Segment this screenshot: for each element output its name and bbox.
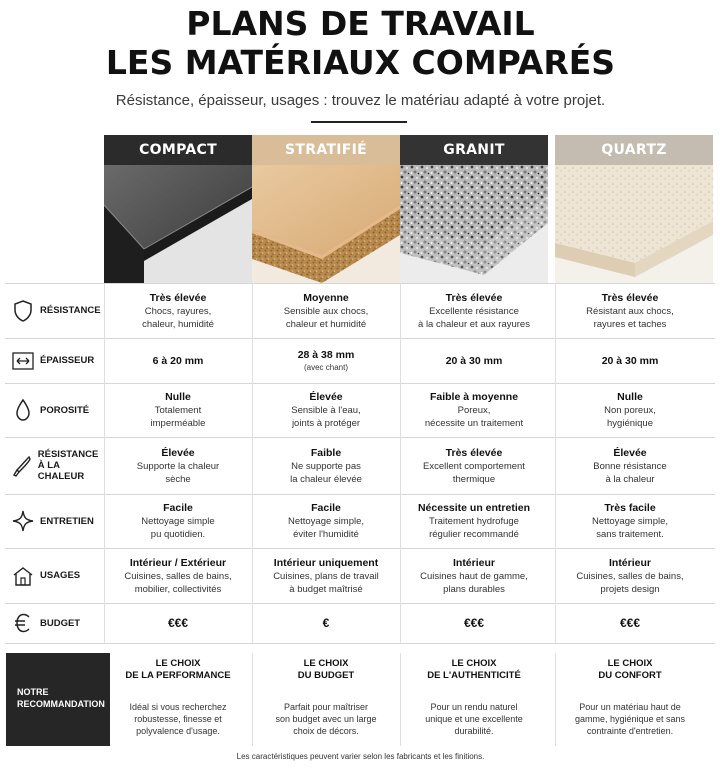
row-label-budget: BUDGET xyxy=(6,603,104,643)
cell-stratifie-budget: € xyxy=(322,616,330,630)
house-icon xyxy=(6,566,40,586)
label-line: NOTRE xyxy=(17,687,49,697)
cell-stratifie-resistance: Moyenne Sensible aux chocs, chaleur et humidité xyxy=(283,291,369,330)
cell-granit-chaleur: Très élevée Excellent comportement thermique xyxy=(423,446,525,485)
label-line: RÉSISTANCE xyxy=(37,449,99,460)
row-label-entretien: ENTRETIEN xyxy=(6,494,104,548)
column-header-granit: GRANIT xyxy=(400,135,548,165)
recommendation-label xyxy=(6,653,110,746)
column-header-compact: COMPACT xyxy=(104,135,252,165)
cell-granit-entretien: Nécessite un entretien Traitement hydrofuge régulier recommandé xyxy=(417,502,531,540)
cell-quartz-budget: €€€ xyxy=(619,616,641,630)
title-line-2: LES MATÉRIAUX COMPARÉS xyxy=(105,43,616,82)
title-line-1: PLANS DE TRAVAIL xyxy=(186,4,535,43)
cell-compact-chaleur: Élevée Supporte la chaleur sèche xyxy=(136,446,220,485)
cell-compact-resistance: Très élevée Chocs, rayures, chaleur, humidité xyxy=(142,291,214,330)
cell-compact-budget: €€€ xyxy=(167,616,189,630)
cell-quartz-epaisseur: 20 à 30 mm xyxy=(601,354,659,367)
footnote: Les caractéristiques peuvent varier selon les fabricants et les finitions. xyxy=(236,752,485,761)
cell-stratifie-epaisseur: 28 à 38 mm (avec chant) xyxy=(297,349,355,372)
cell-compact-porosite: Nulle Totalement imperméable xyxy=(150,391,206,429)
cell-quartz-resistance: Très élevée Résistant aux chocs, rayures et taches xyxy=(586,291,674,330)
page-title xyxy=(0,4,721,82)
knife-icon xyxy=(6,455,38,477)
column-header-stratifie: STRATIFIÉ xyxy=(252,135,400,165)
stratifie-material-image xyxy=(252,165,400,283)
column-header-quartz: QUARTZ xyxy=(555,135,713,165)
euro-icon xyxy=(6,613,40,633)
row-label-usages: USAGES xyxy=(6,548,104,603)
cell-stratifie-entretien: Facile Nettoyage simple, éviter l'humidité xyxy=(287,502,365,540)
cell-quartz-porosite: Nulle Non poreux, hygiénique xyxy=(604,391,656,429)
compact-material-image xyxy=(104,165,252,283)
label-line: RECOMMANDATION xyxy=(17,699,105,709)
cell-granit-resistance: Très élevée Excellente résistance à la chaleur et aux rayures xyxy=(418,291,530,330)
cell-compact-epaisseur: 6 à 20 mm xyxy=(152,354,204,367)
cell-compact-entretien: Facile Nettoyage simple pu quotidien. xyxy=(141,502,215,540)
granit-material-image xyxy=(400,165,548,283)
cell-granit-porosite: Faible à moyenne Poreux, nécessite un traitement xyxy=(424,391,524,429)
recommendation-quartz: LE CHOIX DU CONFORT Pour un matériau haut de gamme, hygiénique et sans contrainte d'entretien. xyxy=(574,658,686,736)
row-label-epaisseur: ÉPAISSEUR xyxy=(6,338,104,383)
shield-icon xyxy=(6,300,40,322)
row-label-resistance-chaleur xyxy=(6,437,104,494)
title-divider xyxy=(311,121,407,123)
row-divider xyxy=(5,643,715,644)
cell-granit-epaisseur: 20 à 30 mm xyxy=(445,354,503,367)
recommendation-compact: LE CHOIX DE LA PERFORMANCE Idéal si vous recherchez robustesse, finesse et polyvalence d'usage. xyxy=(125,658,231,736)
cell-quartz-chaleur: Élevée Bonne résistance à la chaleur xyxy=(593,446,667,485)
cell-compact-usages: Intérieur / Extérieur Cuisines, salles de bains, mobilier, collectivités xyxy=(124,556,232,595)
quartz-material-image xyxy=(555,165,713,283)
label-line: À LA CHALEUR xyxy=(37,460,85,482)
row-label-porosite: POROSITÉ xyxy=(6,383,104,437)
cell-stratifie-chaleur: Faible Ne supporte pas la chaleur élevée xyxy=(290,446,362,485)
cell-stratifie-porosite: Élevée Sensible à l'eau, joints à protéger xyxy=(291,391,361,429)
width-arrows-icon xyxy=(6,352,40,370)
cell-quartz-usages: Intérieur Cuisines, salles de bains, projets design xyxy=(576,556,684,595)
cell-granit-usages: Intérieur Cuisines haut de gamme, plans durables xyxy=(420,556,528,595)
sparkle-icon xyxy=(6,510,40,532)
cell-stratifie-usages: Intérieur uniquement Cuisines, plans de travail à budget maîtrisé xyxy=(273,556,379,595)
cell-quartz-entretien: Très facile Nettoyage simple, sans traitement. xyxy=(591,502,669,540)
row-label-resistance: RÉSISTANCE xyxy=(6,283,104,338)
recommendation-granit: LE CHOIX DE L'AUTHENTICITÉ Pour un rendu naturel unique et une excellente durabilité. xyxy=(425,658,523,736)
cell-granit-budget: €€€ xyxy=(463,616,485,630)
water-drop-icon xyxy=(6,399,40,421)
recommendation-stratifie: LE CHOIX DU BUDGET Parfait pour maîtriser son budget avec un large choix de décors. xyxy=(275,658,377,736)
page-subtitle: Résistance, épaisseur, usages : trouvez le matériau adapté à votre projet. xyxy=(115,92,606,109)
